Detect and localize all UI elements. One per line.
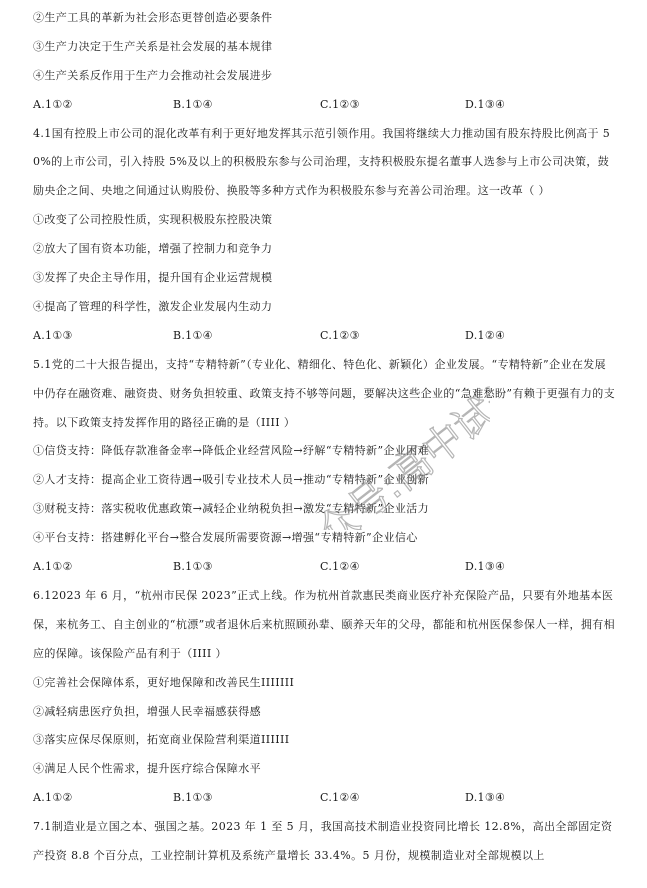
choice-d: D.1③④ [465, 560, 506, 574]
q4-stem: 4.1国有控股上市公司的混化改革有利于更好地发挥其示范引领作用。我国将继续大力推动国有股东持股比例高于 50%的上市公司，引入持股 5%及以上的积极股东参与公司治理，支持积极股东提名董事人选参与上市公司决策，鼓励央企之间、央地之间通过认购股份、换股等多种方式作为积极股东参与充善公司治理。这一改革（ ） [33, 126, 611, 198]
q3-option-4: ④生产关系反作用于生产力会推动社会发展进步 [33, 68, 273, 82]
choice-b: B.1①③ [173, 560, 213, 574]
choice-d: D.1②④ [465, 328, 506, 342]
choice-c: C.1②③ [320, 97, 360, 111]
q4-option-4: ④提高了管理的科学性，激发企业发展内生动力 [33, 299, 273, 313]
q5-choices [33, 553, 617, 582]
choice-a: A.1①② [33, 560, 73, 574]
choice-a: A.1①② [33, 97, 73, 111]
choice-d: D.1③④ [465, 97, 506, 111]
q4-choices [33, 322, 617, 351]
q3-choices [33, 91, 617, 120]
q4-option-3: ③发挥了央企主导作用，提升国有企业运营规模 [33, 271, 273, 285]
watermark-text: 公众号:高中试卷君 [276, 340, 490, 530]
q4-option-1: ①改变了公司控股性质，实现积极股东控股决策 [33, 213, 273, 227]
q5-option-4: ④平台支持：搭建孵化平台→整合发展所需要资源→增强“专精特新”企业信心 [33, 531, 418, 545]
choice-c: C.1②④ [320, 791, 360, 805]
q3-option-2: ②生产工具的革新为社会形态更替创造必要条件 [33, 11, 273, 24]
choice-d: D.1③④ [465, 791, 506, 805]
choice-b: B.1①④ [173, 97, 213, 111]
q6-option-3: ③落实应保尽保原则，拓宽商业保险营利渠道IIIIII [33, 733, 290, 747]
q3-option-3: ③生产力决定于生产关系是社会发展的基本规律 [33, 39, 273, 53]
choice-a: A.1①③ [33, 328, 73, 342]
q5-option-1: ①信贷支持：降低存款准备金率→降低企业经营风险→纾解“专精特新”企业困难 [33, 444, 430, 458]
q6-stem: 6.12023 年 6 月，“杭州市民保 2023”正式上线。作为杭州首款惠民类商业医疗补充保险产品，只要有外地基本医保，来杭务工、自主创业的“杭漂”或者退休后来杭照顾孙辈、颐养天年的父母，都能和杭州医保参保人一样，拥有相应的保障。该保险产品有利于（IIII ） [33, 588, 616, 660]
choice-b: B.1①④ [173, 328, 213, 342]
q6-option-4: ④满足人民个性需求，提升医疗综合保障水平 [33, 762, 261, 776]
q6-option-1: ①完善社会保障体系，更好地保障和改善民生IIIIIII [33, 675, 295, 689]
choice-c: C.1②③ [320, 328, 360, 342]
q7-stem: 7.1制造业是立国之本、强国之基。2023 年 1 至 5 月，我国高技术制造业投资同比增长 12.8%，高出全部固定资产投资 8.8 个百分点，工业控制计算机及系统产量增长 33.4%。5 月份，规模制造业对全部规模以上 [33, 820, 613, 862]
choice-b: B.1①③ [173, 791, 213, 805]
q4-option-2: ②放大了国有资本功能，增强了控制力和竞争力 [33, 242, 273, 256]
q6-option-2: ②减轻病患医疗负担，增强人民幸福感获得感 [33, 704, 261, 718]
q5-option-2: ②人才支持：提高企业工资待遇→吸引专业技术人员→推动“专精特新”企业创新 [33, 473, 430, 487]
choice-c: C.1②④ [320, 560, 360, 574]
q6-choices [33, 784, 617, 813]
choice-a: A.1①② [33, 791, 73, 805]
q5-option-3: ③财税支持：落实税收优惠政策→减轻企业纳税负担→激发“专精特新”企业活力 [33, 502, 430, 516]
q5-stem: 5.1党的二十大报告提出，支持“专精特新”（专业化、精细化、特色化、新颖化）企业发展。“专精特新”企业在发展中仍存在融资难、融资贵、财务负担较重、政策支持不够等问题，要解决这些企业的“急难愁盼”有赖于更强有力的支持。以下政策支持发挥作用的路径正确的是（IIII ） [33, 357, 616, 429]
